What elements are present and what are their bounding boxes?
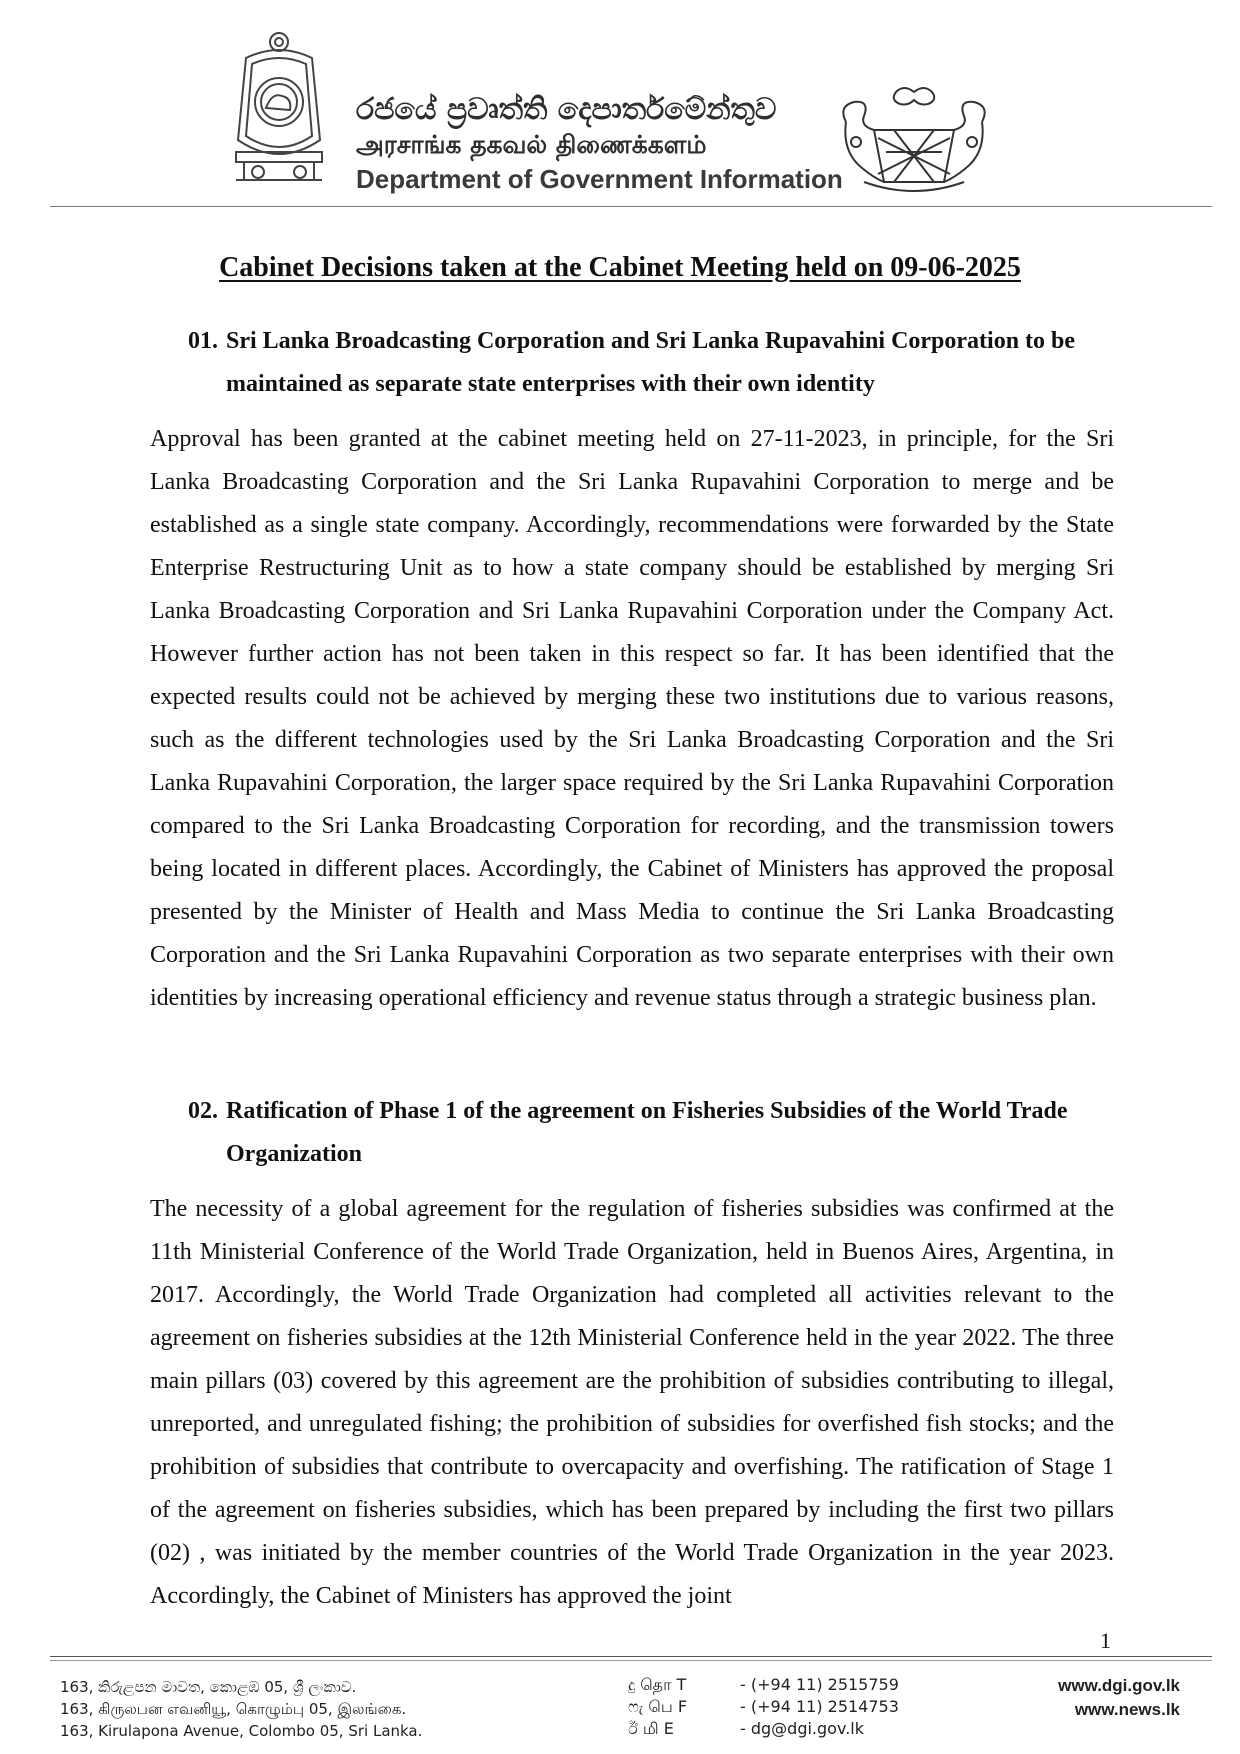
section-heading	[188, 1090, 1112, 1176]
section-number: 01.	[188, 328, 218, 354]
document-title: Cabinet Decisions taken at the Cabinet Meeting held on 09-06-2025	[219, 252, 1021, 283]
contact-value: - (+94 11) 2514753	[740, 1697, 899, 1716]
address-line-english: 163, Kirulapona Avenue, Colombo 05, Sri Lanka.	[60, 1722, 423, 1740]
contact-fax	[628, 1696, 899, 1718]
address-line-tamil: 163, கிருலபன எவனியூ, கொழும்பு 05, இலங்கை.	[60, 1700, 407, 1718]
footer-websites	[1058, 1674, 1180, 1722]
section-body: Approval has been granted at the cabinet meeting held on 27-11-2023, in principle, for the Sri Lanka Broadcasting Corporation and the Sri Lanka Rupavahini Corporation to merge and be established as a single state company. Accordingly, recommendations were forwarded by the State Enterprise Restructuring Unit as to how a state company should be established by merging Sri Lanka Broadcasting Corporation and Sri Lanka Rupavahini Corporation under the Company Act. However further action has not been taken in this respect so far. It has been identified that the expected results could not be achieved by merging these two institutions due to various reasons, such as the different technologies used by the Sri Lanka Broadcasting Corporation and the Sri Lanka Rupavahini Corporation, the larger space required by the Sri Lanka Rupavahini Corporation compared to the Sri Lanka Broadcasting Corporation for recording, and the transmission towers being located in different places. Accordingly, the Cabinet of Ministers has approved the proposal presented by the Minister of Health and Mass Media to continue the Sri Lanka Broadcasting Corporation and the Sri Lanka Rupavahini Corporation as two separate enterprises with their own identities by increasing operational efficiency and revenue status through a strategic business plan.	[150, 426, 1114, 1011]
section-number: 02.	[188, 1098, 218, 1124]
contact-label: දු தொ T	[628, 1675, 687, 1694]
contact-label: ඊ மி E	[628, 1719, 674, 1738]
swan-ornament-icon	[834, 82, 994, 202]
footer-address	[60, 1676, 422, 1742]
footer-divider-secondary	[50, 1660, 1212, 1661]
contact-label: ෆැ பெ F	[628, 1697, 688, 1716]
sri-lanka-emblem-icon	[226, 28, 332, 188]
department-header	[356, 92, 843, 196]
footer-contacts	[628, 1674, 899, 1740]
contact-email	[628, 1718, 899, 1740]
contact-value: - (+94 11) 2515759	[740, 1675, 899, 1694]
section-heading-text: Sri Lanka Broadcasting Corporation and Sri Lanka Rupavahini Corporation to be maintained as separate state enterprises with their own identity	[226, 328, 1076, 397]
footer-divider	[50, 1656, 1212, 1657]
website-link-dgi[interactable]: www.dgi.gov.lk	[1058, 1676, 1180, 1695]
website-link-news[interactable]: www.news.lk	[1074, 1700, 1180, 1719]
department-name-tamil: அரசாங்க தகவல் திணைக்களம்	[356, 130, 707, 159]
page-number: 1	[1100, 1628, 1111, 1653]
address-line-sinhala: 163, කිරුළපන මාවත, කොළඹ 05, ශ්‍රී ලංකාව.	[60, 1678, 357, 1696]
section-heading	[188, 320, 1112, 406]
section-heading-text: Ratification of Phase 1 of the agreement on Fisheries Subsidies of the World Trade Organization	[226, 1098, 1068, 1167]
section-body: The necessity of a global agreement for the regulation of fisheries subsidies was confirmed at the 11th Ministerial Conference of the World Trade Organization, held in Buenos Aires, Argentina, in 2017. Accordingly, the World Trade Organization had completed all activities relevant to the agreement on fisheries subsidies at the 12th Ministerial Conference held in the year 2022. The three main pillars (03) covered by this agreement are the prohibition of subsidies contributing to illegal, unreported, and unregulated fishing; the prohibition of subsidies for overfished fish stocks; and the prohibition of subsidies that contribute to overcapacity and overfishing. The ratification of Stage 1 of the agreement on fisheries subsidies, which has been prepared by including the first two pillars (02) , was initiated by the member countries of the World Trade Organization in the year 2023. Accordingly, the Cabinet of Ministers has approved the joint	[150, 1196, 1114, 1609]
contact-value[interactable]: - dg@dgi.gov.lk	[740, 1719, 864, 1738]
department-name-sinhala: රජයේ ප්‍රවෘත්ති දෙපාර්තමේන්තුව	[356, 92, 777, 127]
department-name-english: Department of Government Information	[356, 164, 843, 194]
header-divider	[50, 206, 1212, 207]
contact-telephone	[628, 1674, 899, 1696]
